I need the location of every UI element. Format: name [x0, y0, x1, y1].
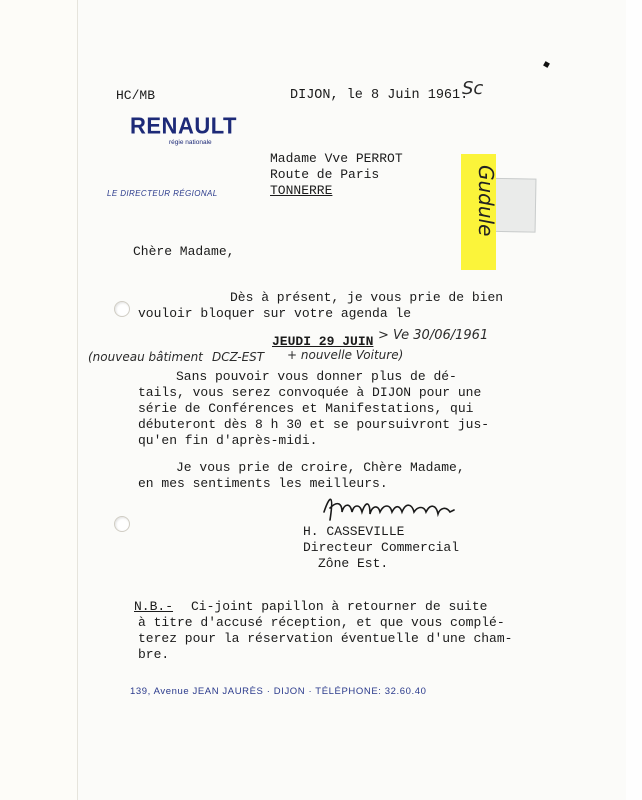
paragraph-2-line-4: débuteront dès 8 h 30 et se poursuivront jus- — [138, 417, 490, 432]
handwritten-note-right: + nouvelle Voiture) — [287, 348, 404, 362]
handwritten-note-left: (nouveau bâtiment — [88, 350, 203, 364]
salutation: Chère Madame, — [133, 244, 235, 259]
paragraph-2-line-3: série de Conférences et Manifestations, qui — [138, 401, 474, 416]
nb-line-4: bre. — [138, 647, 170, 662]
signatory-title: Directeur Commercial — [303, 540, 460, 555]
footer-address: 139, Avenue JEAN JAURÈS · DIJON · TÉLÉPHONE: 32.60.40 — [130, 686, 427, 697]
sticky-note-text: Gudule — [474, 165, 498, 237]
paragraph-1-line-2: vouloir bloquer sur votre agenda le — [138, 306, 412, 321]
nb-label: N.B.- — [134, 599, 174, 614]
brand-subtitle: régie nationale — [169, 139, 212, 146]
recipient-name: Madame Vve PERROT — [270, 151, 403, 166]
signatory-zone: Zône Est. — [318, 556, 389, 571]
handwritten-new-date: > Ve 30/06/1961 — [378, 328, 489, 343]
event-date: JEUDI 29 JUIN — [272, 334, 374, 349]
punch-hole-top — [114, 301, 130, 317]
recipient-city: TONNERRE — [270, 183, 333, 198]
handwritten-note-mid: DCZ-EST — [212, 350, 265, 364]
sender-title: LE DIRECTEUR RÉGIONAL — [107, 189, 218, 198]
closing-line-1: Je vous prie de croire, Chère Madame, — [176, 460, 465, 475]
paragraph-2-line-2: tails, vous serez convoquée à DIJON pour une — [138, 385, 482, 400]
renault-logo: RENAULT — [130, 112, 237, 139]
page-margin — [626, 0, 642, 800]
signatory-name: H. CASSEVILLE — [303, 524, 405, 539]
margin-note: Sc — [462, 78, 484, 99]
nb-line-2: à titre d'accusé réception, et que vous complé- — [138, 615, 505, 630]
punch-hole-bottom — [114, 516, 130, 532]
recipient-street: Route de Paris — [270, 167, 380, 182]
paragraph-2-line-5: qu'en fin d'après-midi. — [138, 433, 318, 448]
reference-code: HC/MB — [116, 88, 156, 103]
paragraph-1-line-1: Dès à présent, je vous prie de bien — [230, 290, 504, 305]
place-date: DIJON, le 8 Juin 1961. — [290, 88, 469, 103]
closing-line-2: en mes sentiments les meilleurs. — [138, 476, 388, 491]
paragraph-2-line-1: Sans pouvoir vous donner plus de dé- — [176, 369, 457, 384]
nb-line-3: terez pour la réservation éventuelle d'une cham- — [138, 631, 513, 646]
nb-line-1: Ci-joint papillon à retourner de suite — [191, 599, 488, 614]
